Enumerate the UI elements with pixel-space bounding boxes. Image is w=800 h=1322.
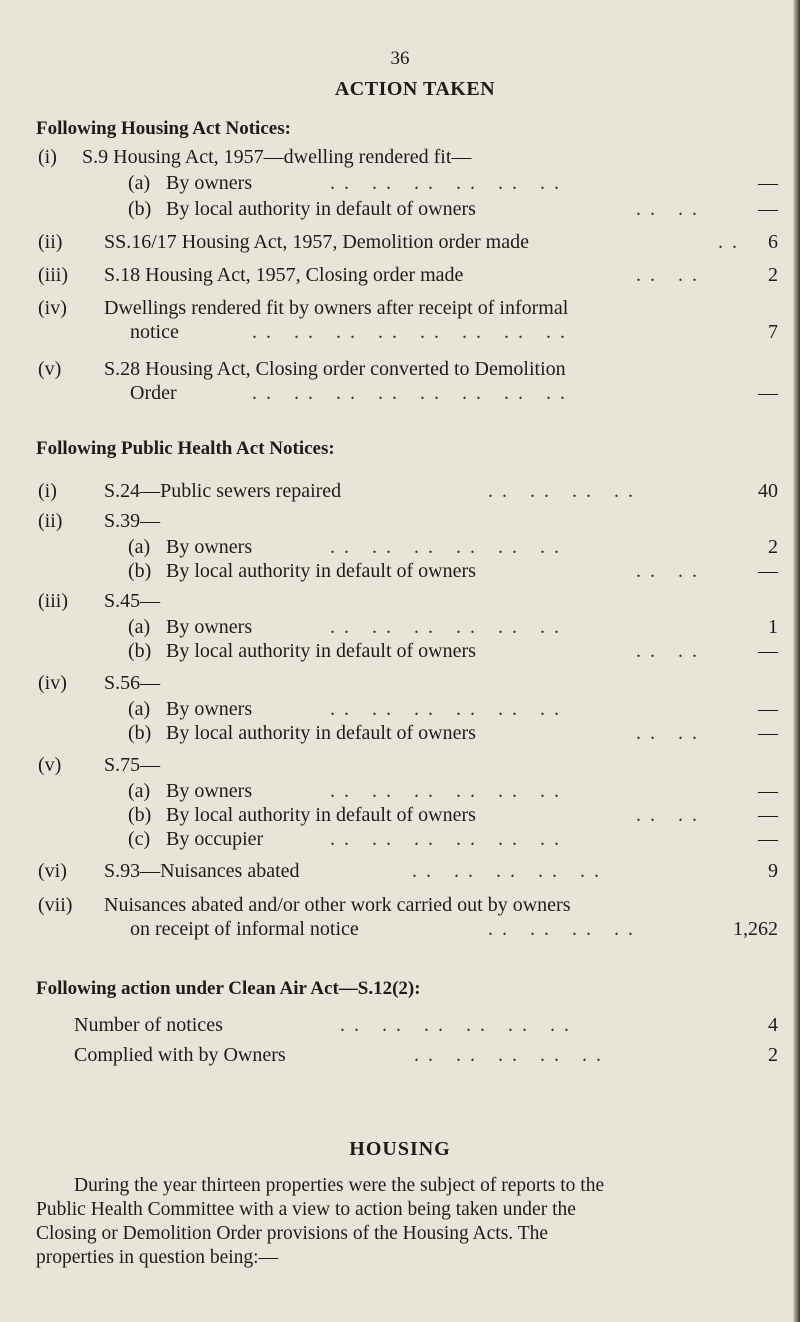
- item-number: (v): [38, 358, 62, 380]
- item-text: Complied with by Owners: [74, 1044, 286, 1066]
- item-value: 7: [768, 321, 778, 343]
- housing-heading: HOUSING: [349, 1138, 451, 1160]
- item-number: (v): [38, 754, 62, 776]
- list-item: [0, 356, 800, 382]
- list-item: [0, 892, 800, 918]
- item-text: By owners: [166, 780, 253, 802]
- item-value: 1: [768, 616, 778, 638]
- paragraph-line: Closing or Demolition Order provisions of the Housing Acts. The: [36, 1223, 549, 1244]
- list-item: (iii) S.18 Housing Act, 1957, Closing order made . . . . 2: [38, 264, 778, 286]
- list-item: (b) By local authority in default of owners . . . . —: [128, 640, 778, 662]
- list-item: (a) By owners . . . . . . . . . . . . —: [128, 780, 778, 802]
- item-number: (vii): [38, 894, 73, 916]
- clean-air-heading: Following action under Clean Air Act—S.12(2):: [36, 978, 421, 999]
- item-value: —: [758, 640, 778, 662]
- housing-act-heading: Following Housing Act Notices:: [36, 118, 291, 139]
- list-item: Complied with by Owners . . . . . . . . . . 2: [74, 1044, 778, 1066]
- item-text: S.45—: [104, 590, 161, 612]
- list-item: (vi) S.93—Nuisances abated . . . . . . . . . . 9: [38, 860, 778, 882]
- item-text: By local authority in default of owners: [166, 804, 476, 826]
- item-value: —: [758, 828, 778, 850]
- item-value: 2: [768, 264, 778, 286]
- item-letter: (a): [128, 616, 151, 638]
- item-letter: (b): [128, 640, 152, 662]
- list-item: (b) By local authority in default of owners . . . . —: [128, 560, 778, 582]
- list-item: on receipt of informal notice . . . . . . . . 1,262: [130, 918, 778, 940]
- item-value: —: [758, 698, 778, 720]
- item-value: 6: [768, 231, 778, 253]
- list-item: [0, 144, 800, 170]
- list-item: [0, 588, 800, 614]
- item-text: S.28 Housing Act, Closing order converted to Demolition: [104, 358, 566, 380]
- item-text: Order: [130, 382, 177, 404]
- item-text: By owners: [166, 698, 253, 720]
- list-item: (b) By local authority in default of owners . . . . —: [128, 804, 778, 826]
- item-value: 9: [768, 860, 778, 882]
- item-text: S.75—: [104, 754, 161, 776]
- list-item: (a) By owners . . . . . . . . . . . . —: [128, 698, 778, 720]
- item-value: 2: [768, 1044, 778, 1066]
- list-item: (b) By local authority in default of owners . . . . —: [128, 722, 778, 744]
- item-value: —: [758, 172, 778, 194]
- public-health-heading: Following Public Health Act Notices:: [36, 438, 335, 459]
- paragraph-line: During the year thirteen properties were the subject of reports to the: [74, 1175, 605, 1196]
- list-item: (ii) SS.16/17 Housing Act, 1957, Demolition order made . . 6: [38, 231, 778, 253]
- item-text: By owners: [166, 536, 253, 558]
- item-text: By local authority in default of owners: [166, 560, 476, 582]
- item-text: on receipt of informal notice: [130, 918, 359, 940]
- item-number: (ii): [38, 510, 63, 532]
- list-item: notice . . . . . . . . . . . . . . . . 7: [130, 321, 778, 343]
- list-item: (i) S.24—Public sewers repaired . . . . . . . . 40: [38, 480, 778, 502]
- list-item: (a) By owners . . . . . . . . . . . . 2: [128, 536, 778, 558]
- item-value: —: [758, 780, 778, 802]
- page-number: 36: [390, 48, 410, 69]
- item-number: (iv): [38, 672, 67, 694]
- list-item: Number of notices . . . . . . . . . . . . 4: [74, 1014, 778, 1036]
- item-value: —: [758, 198, 778, 220]
- item-text: S.9 Housing Act, 1957—dwelling rendered fit—: [82, 146, 472, 168]
- item-letter: (a): [128, 780, 151, 802]
- list-item: [0, 508, 800, 534]
- item-letter: (a): [128, 172, 151, 194]
- item-letter: (b): [128, 198, 152, 220]
- item-text: Number of notices: [74, 1014, 223, 1036]
- list-item: [0, 670, 800, 696]
- item-text: By local authority in default of owners: [166, 722, 476, 744]
- item-value: 4: [768, 1014, 778, 1036]
- item-letter: (a): [128, 536, 151, 558]
- item-number: (iii): [38, 264, 68, 286]
- item-text: By local authority in default of owners: [166, 198, 476, 220]
- item-value: —: [758, 560, 778, 582]
- item-text: Dwellings rendered fit by owners after receipt of informal: [104, 297, 569, 319]
- item-number: (i): [38, 480, 57, 502]
- paragraph-line: Public Health Committee with a view to action being taken under the: [36, 1199, 576, 1220]
- page-edge-shadow: [793, 0, 800, 1322]
- page-title: ACTION TAKEN: [334, 78, 496, 100]
- item-number: (iv): [38, 297, 67, 319]
- list-item: (b) By local authority in default of owners . . . . —: [128, 198, 778, 220]
- list-item: (a) By owners . . . . . . . . . . . . 1: [128, 616, 778, 638]
- item-letter: (b): [128, 804, 152, 826]
- item-text: By occupier: [166, 828, 264, 850]
- list-item: [0, 295, 800, 321]
- item-text: S.24—Public sewers repaired: [104, 480, 342, 502]
- item-letter: (b): [128, 722, 152, 744]
- item-value: —: [758, 722, 778, 744]
- item-number: (ii): [38, 231, 63, 253]
- item-text: notice: [130, 321, 179, 343]
- item-text: S.56—: [104, 672, 161, 694]
- paragraph-line: properties in question being:—: [36, 1247, 279, 1268]
- item-text: By local authority in default of owners: [166, 640, 476, 662]
- item-value: —: [758, 382, 778, 404]
- item-number: (i): [38, 146, 57, 168]
- item-value: 40: [758, 480, 778, 502]
- item-value: —: [758, 804, 778, 826]
- item-value: 2: [768, 536, 778, 558]
- item-value: 1,262: [733, 918, 778, 940]
- item-letter: (c): [128, 828, 151, 850]
- item-text: Nuisances abated and/or other work carried out by owners: [104, 894, 571, 916]
- list-item: Order . . . . . . . . . . . . . . . . —: [130, 382, 778, 404]
- item-text: S.93—Nuisances abated: [104, 860, 300, 882]
- item-text: S.39—: [104, 510, 161, 532]
- item-text: SS.16/17 Housing Act, 1957, Demolition order made: [104, 231, 529, 253]
- item-text: By owners: [166, 616, 253, 638]
- list-item: (c) By occupier . . . . . . . . . . . . —: [128, 828, 778, 850]
- housing-paragraph: [36, 1174, 781, 1270]
- item-number: (vi): [38, 860, 67, 882]
- item-text: S.18 Housing Act, 1957, Closing order made: [104, 264, 464, 286]
- item-text: By owners: [166, 172, 253, 194]
- list-item: [0, 752, 800, 778]
- item-number: (iii): [38, 590, 68, 612]
- list-item: (a) By owners . . . . . . . . . . . . —: [128, 172, 778, 194]
- item-letter: (a): [128, 698, 151, 720]
- item-letter: (b): [128, 560, 152, 582]
